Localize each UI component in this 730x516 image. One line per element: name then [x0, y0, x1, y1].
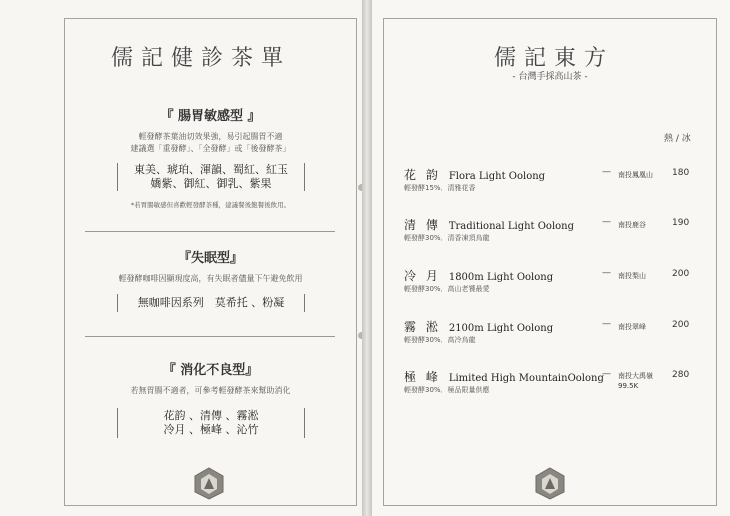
tea-name-zh: 花 韵	[404, 168, 441, 182]
section-title-stomach: 『 腸胃敏感型 』	[160, 109, 261, 124]
section-divider	[85, 231, 335, 232]
tea-list-line: 嬌紫、御紅、御乳、紫果	[150, 177, 272, 190]
section-desc-line: 輕發酵茶葉油切效果強，易引起腸胃不適	[138, 132, 283, 141]
tea-price: 200	[672, 320, 690, 330]
tea-description: 輕發酵30%．高冷烏龍	[404, 336, 476, 344]
dash-separator: —	[602, 319, 611, 329]
page-subtitle: - 台灣手採高山茶 -	[512, 72, 588, 82]
tea-origin: 南投鹿谷	[618, 221, 646, 229]
tea-origin: 南投翠峰	[618, 323, 646, 331]
section-desc-line: 若無胃腸不適者，可參考輕發酵茶來幫助消化	[130, 386, 291, 395]
right-page-frame	[383, 18, 717, 506]
tea-description: 輕發酵30%．極品限量供應	[404, 386, 490, 394]
tea-price: 200	[672, 269, 690, 279]
tea-name-en: 1800m Light Oolong	[448, 272, 554, 283]
tea-item-name	[404, 318, 553, 335]
tea-origin: 南投大禹嶺	[618, 372, 653, 380]
dash-separator: —	[602, 217, 611, 227]
tea-name-en: Traditional Light Oolong	[448, 221, 575, 232]
tea-price: 190	[672, 218, 690, 228]
tea-price: 180	[672, 168, 690, 178]
tea-item-name	[404, 166, 545, 183]
tea-price: 280	[672, 370, 690, 380]
tea-name-zh: 極 峰	[404, 370, 441, 384]
tea-name-en: Flora Light Oolong	[448, 171, 546, 182]
tea-description: 輕發酵15%．清雅花香	[404, 184, 476, 192]
tea-origin: 南投鳳凰山	[618, 171, 653, 179]
tea-recommendation-box	[117, 408, 305, 438]
tea-origin-altitude: 99.5K	[618, 382, 639, 390]
tea-origin: 南投梨山	[618, 272, 646, 280]
tea-recommendation-box	[117, 294, 305, 312]
tea-list-line: 花韵 、清傳 、霧淞	[163, 409, 259, 422]
book-gutter	[362, 0, 372, 516]
dash-separator: —	[602, 167, 611, 177]
section-desc-line: 建議選「重發酵」、「全發酵」或「後發酵茶」	[130, 144, 291, 153]
tea-recommendation-box	[117, 163, 305, 191]
tea-item-name	[404, 368, 604, 385]
tea-name-en: 2100m Light Oolong	[448, 323, 554, 334]
section-desc-line: 輕發酵咖啡因顯現度高，有失眠者儘量下午避免飲用	[118, 274, 303, 283]
tea-list-line: 東美、琥珀、渾韻、蜀紅、紅玉	[134, 163, 288, 176]
tea-description: 輕發酵30%．清香凍頂烏龍	[404, 234, 490, 242]
section-footnote: *若胃腸敏感但喜歡輕發酵茶種，建議餐後飽餐後飲用。	[130, 201, 291, 209]
section-divider	[85, 336, 335, 337]
tea-list-line: 冷月 、極峰 、沁竹	[163, 423, 259, 436]
page-title: 儒記健診茶單	[111, 46, 292, 71]
section-title-digestion: 『 消化不良型』	[162, 363, 259, 378]
right-menu-page	[372, 0, 730, 516]
brand-logo-icon	[191, 465, 227, 501]
tea-name-zh: 霧 淞	[404, 320, 441, 334]
brand-logo-icon	[532, 465, 568, 501]
tea-description: 輕發酵30%．高山老饕最愛	[404, 285, 490, 293]
page-title: 儒記東方	[494, 46, 615, 71]
left-page-frame	[64, 18, 357, 506]
tea-name-zh: 冷 月	[404, 269, 441, 283]
dash-separator: —	[602, 268, 611, 278]
tea-name-en: Limited High MountainOolong	[448, 373, 604, 384]
left-menu-page	[0, 0, 362, 516]
column-header-hot-cold: 熱 / 冰	[664, 134, 691, 144]
tea-name-zh: 清 傳	[404, 218, 441, 232]
tea-item-name	[404, 216, 574, 233]
tea-list-line: 無咖啡因系列 莫希托 、粉凝	[137, 296, 285, 309]
tea-item-name	[404, 267, 553, 284]
section-title-insomnia: 『失眠型』	[177, 251, 243, 266]
dash-separator: —	[602, 369, 611, 379]
